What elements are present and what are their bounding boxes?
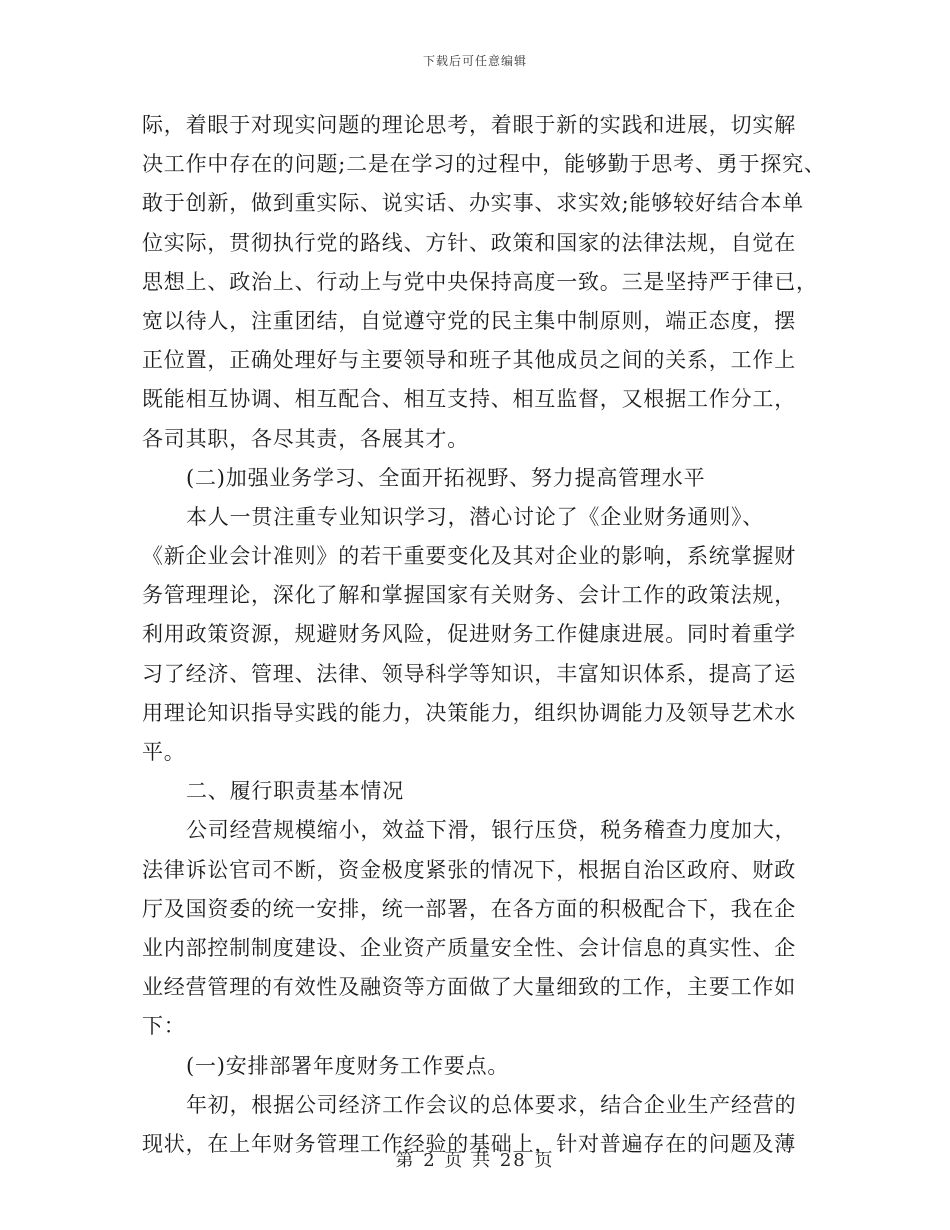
text-line: 法律诉讼官司不断，资金极度紧张的情况下，根据自治区政府、财政 (142, 857, 796, 882)
text-line: 既能相互协调、相互配合、相互支持、相互监督，又根据工作分工， (142, 387, 796, 412)
page-header: 下载后可任意编辑 (422, 54, 527, 68)
text-line: 公司经营规模缩小，效益下滑，银行压贷，税务稽查力度加大， (186, 818, 797, 843)
document-body (142, 106, 826, 1164)
text-line: 务管理理论，深化了解和掌握国家有关财务、会计工作的政策法规， (142, 583, 796, 608)
page-number-footer: 第 2 页 共 28 页 (395, 1150, 555, 1171)
text-line: 下： (142, 1014, 186, 1039)
text-line: 思想上、政治上、行动上与党中央保持高度一致。三是坚持严于律已， (142, 269, 818, 294)
text-line: 现状，在上年财务管理工作经验的基础上，针对普遍存在的问题及薄 (142, 1131, 796, 1156)
text-line: 利用政策资源，规避财务风险，促进财务工作健康进展。同时着重学 (142, 622, 796, 647)
text-line: 平。 (142, 740, 186, 764)
text-line: 位实际，贯彻执行党的路线、方针、政策和国家的法律法规，自觉在 (142, 230, 796, 255)
section-heading: (二)加强业务学习、全面开拓视野、努力提高管理水平 (186, 465, 706, 490)
text-line: 习了经济、管理、法律、领导科学等知识，丰富知识体系，提高了运 (142, 661, 796, 686)
text-line: 宽以待人，注重团结，自觉遵守党的民主集中制原则，端正态度，摆 (142, 308, 796, 333)
section-heading: 二、履行职责基本情况 (186, 779, 404, 804)
text-line: 决工作中存在的问题;二是在学习的过程中，能够勤于思考、勇于探究、 (142, 152, 826, 177)
text-line: 本人一贯注重专业知识学习，潜心讨论了《企业财务通则》、 (186, 504, 765, 529)
text-line: 用理论知识指导实践的能力，决策能力，组织协调能力及领导艺术水 (142, 700, 796, 725)
text-line: 业经营管理的有效性及融资等方面做了大量细致的工作，主要工作如 (142, 975, 796, 1000)
text-line: 年初，根据公司经济工作会议的总体要求，结合企业生产经营的 (186, 1092, 797, 1117)
text-line: 各司其职，各尽其责，各展其才。 (142, 426, 469, 451)
text-line: 业内部控制制度建设、企业资产质量安全性、会计信息的真实性、企 (142, 935, 796, 960)
text-line: 厅及国资委的统一安排，统一部署，在各方面的积极配合下，我在企 (142, 896, 796, 921)
section-heading: (一)安排部署年度财务工作要点。 (186, 1053, 510, 1078)
text-line: 正位置，正确处理好与主要领导和班子其他成员之间的关系，工作上 (142, 348, 796, 373)
text-line: 《新企业会计准则》的若干重要变化及其对企业的影响，系统掌握财 (142, 544, 796, 569)
text-line: 敢于创新，做到重实际、说实话、办实事、求实效;能够较好结合本单 (142, 191, 804, 216)
text-line: 际，着眼于对现实问题的理论思考，着眼于新的实践和进展，切实解 (142, 113, 796, 137)
